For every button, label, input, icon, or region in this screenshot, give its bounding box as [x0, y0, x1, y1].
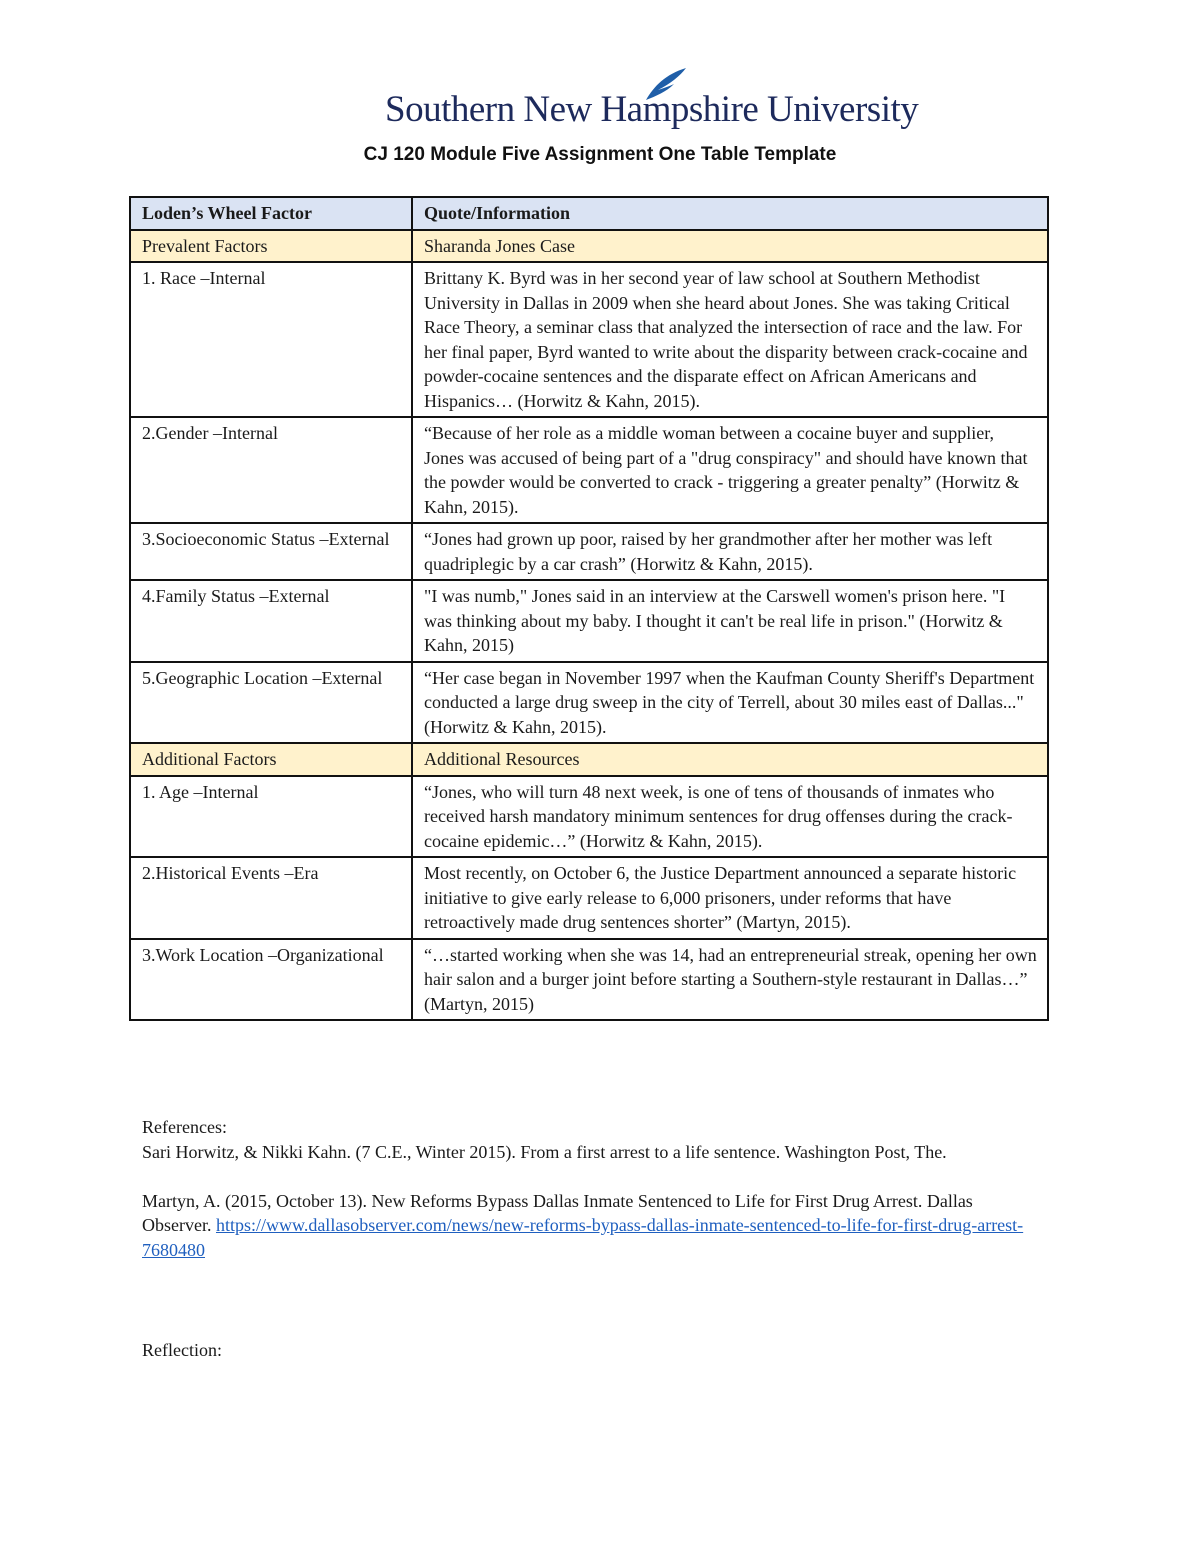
- factor-cell: 2.Historical Events –Era: [130, 857, 412, 939]
- table-row: [130, 523, 1048, 580]
- factor-cell: 3.Work Location –Organizational: [130, 939, 412, 1021]
- info-cell: “Her case began in November 1997 when the Kaufman County Sheriff's Department conducted a large drug sweep in the city of Terrell, about 30 miles east of Dallas..." (Horwitz & Kahn, 2015).: [412, 662, 1048, 744]
- factor-cell: 3.Socioeconomic Status –External: [130, 523, 412, 580]
- info-cell: “…started working when she was 14, had an entrepreneurial streak, opening her own hair salon and a burger joint before starting a Southern-style restaurant in Dallas…” (Martyn, 2015): [412, 939, 1048, 1021]
- section-row-additional: [130, 743, 1048, 776]
- table-row: [130, 417, 1048, 523]
- references-heading: References:: [142, 1117, 227, 1137]
- table-row: [130, 262, 1048, 417]
- section-info-label: Additional Resources: [412, 743, 1048, 776]
- reference-martyn: [142, 1189, 1042, 1263]
- table-row: [130, 939, 1048, 1021]
- info-cell: “Because of her role as a middle woman between a cocaine buyer and supplier, Jones was accused of being part of a "drug conspiracy" and should have known that the powder would be converted to crack - triggering a greater penalty” (Horwitz & Kahn, 2015).: [412, 417, 1048, 523]
- factor-cell: 5.Geographic Location –External: [130, 662, 412, 744]
- table-row: [130, 857, 1048, 939]
- factor-cell: 1. Race –Internal: [130, 262, 412, 417]
- dallas-observer-link[interactable]: https://www.dallasobserver.com/news/new-reforms-bypass-dallas-inmate-sentenced-to-life-for-first-drug-arrest-7680480: [142, 1215, 1024, 1260]
- section-factor-label: Prevalent Factors: [130, 230, 412, 263]
- info-cell: Most recently, on October 6, the Justice Department announced a separate historic initiative to give early release to 6,000 prisoners, under reforms that have retroactively made drug sentences shorter” (Martyn, 2015).: [412, 857, 1048, 939]
- document-title: CJ 120 Module Five Assignment One Table Template: [363, 144, 837, 165]
- column-header-quote: Quote/Information: [412, 197, 1048, 230]
- info-cell: “Jones had grown up poor, raised by her grandmother after her mother was left quadriplegic by a car crash” (Horwitz & Kahn, 2015).: [412, 523, 1048, 580]
- column-header-factor: Loden’s Wheel Factor: [130, 197, 412, 230]
- reference-horwitz: Sari Horwitz, & Nikki Kahn. (7 C.E., Winter 2015). From a first arrest to a life sentence. Washington Post, The.: [142, 1141, 947, 1162]
- university-logo: [385, 66, 919, 138]
- info-cell: “Jones, who will turn 48 next week, is one of tens of thousands of inmates who received harsh mandatory minimum sentences for drug offenses during the crack-cocaine epidemic…” (Horwitz & Kahn, 2015).: [412, 776, 1048, 858]
- section-row-prevalent: [130, 230, 1048, 263]
- logo-wordmark: Southern New Hampshire University: [385, 89, 919, 130]
- factor-cell: 4.Family Status –External: [130, 580, 412, 662]
- section-info-label: Sharanda Jones Case: [412, 230, 1048, 263]
- table-header-row: [130, 197, 1048, 230]
- factor-cell: 2.Gender –Internal: [130, 417, 412, 523]
- reference-martyn-text: Martyn, A. (2015, October 13). New Reforms Bypass Dallas Inmate Sentenced to Life for First Drug Arrest. Dallas Observer.: [142, 1190, 973, 1235]
- table-row: [130, 580, 1048, 662]
- references-section: [142, 1115, 1042, 1262]
- section-factor-label: Additional Factors: [130, 743, 412, 776]
- table-row: [130, 776, 1048, 858]
- info-cell: Brittany K. Byrd was in her second year of law school at Southern Methodist University in Dallas in 2009 when she heard about Jones. She was taking Critical Race Theory, a seminar class that analyzed the intersection of race and the law. For her final paper, Byrd wanted to write about the disparity between crack-cocaine and powder-cocaine sentences and the disparate effect on African Americans and Hispanics… (Horwitz & Kahn, 2015).: [412, 262, 1048, 417]
- info-cell: "I was numb," Jones said in an interview at the Carswell women's prison here. "I was thinking about my baby. I thought it can't be real life in prison." (Horwitz & Kahn, 2015): [412, 580, 1048, 662]
- factor-cell: 1. Age –Internal: [130, 776, 412, 858]
- reflection-heading: Reflection:: [142, 1340, 222, 1360]
- table-row: [130, 662, 1048, 744]
- factor-table: [129, 196, 1049, 1021]
